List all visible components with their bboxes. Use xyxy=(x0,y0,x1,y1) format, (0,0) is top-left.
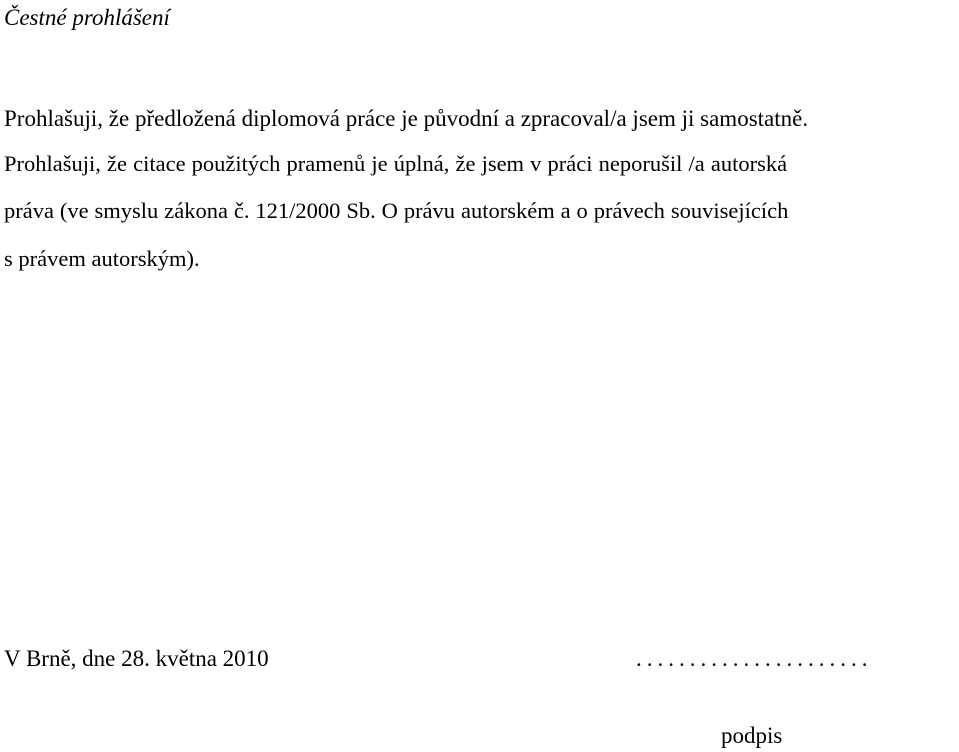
declaration-line-3: práva (ve smyslu zákona č. 121/2000 Sb. O právu autorském a o právech souvisejících xyxy=(4,198,789,223)
signature-dotted-line: ...................... xyxy=(636,646,873,671)
place-and-date: V Brně, dne 28. května 2010 xyxy=(4,646,269,671)
signature-label: podpis xyxy=(721,723,783,748)
declaration-line-4: s právem autorským). xyxy=(4,246,200,271)
declaration-line-1: Prohlašuji, že předložená diplomová práce je původní a zpracoval/a jsem ji samostatně. xyxy=(4,106,809,131)
declaration-line-2: Prohlašuji, že citace použitých pramenů je úplná, že jsem v práci neporušil /a autorská xyxy=(4,151,788,176)
document-title: Čestné prohlášení xyxy=(4,5,170,30)
